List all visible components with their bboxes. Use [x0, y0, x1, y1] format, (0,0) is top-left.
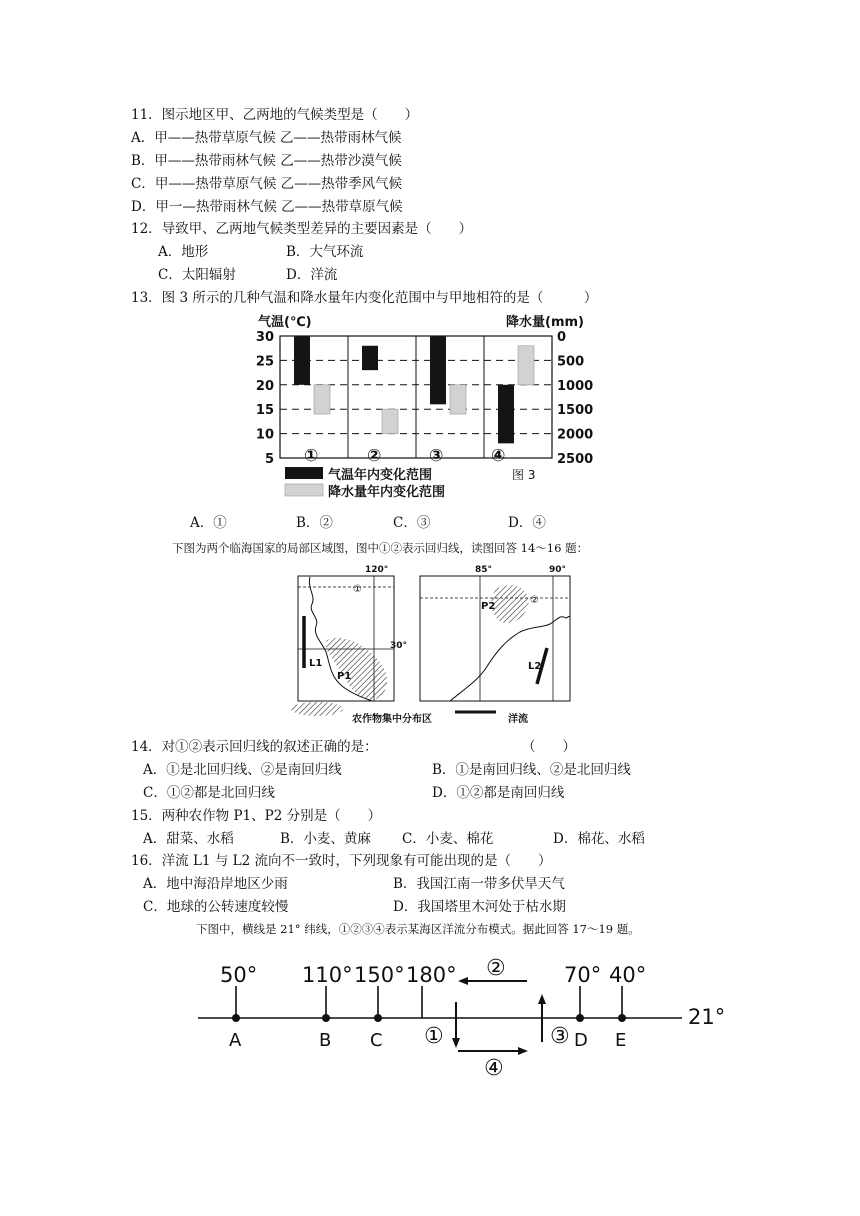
legend-temp-swatch: [285, 467, 323, 479]
q12-option-b: B．大气环流: [286, 244, 364, 260]
q12-option-d: D．洋流: [286, 267, 338, 283]
lon-40-label: 40°: [609, 963, 647, 987]
right-axis-label: 降水量(mm): [506, 315, 584, 330]
q13-option-b: B．②: [296, 515, 333, 531]
two-country-map: [285, 560, 585, 730]
right-tick-label: 500: [557, 354, 585, 370]
current-1-label: ①: [424, 1024, 444, 1049]
q13-option-a: A．①: [190, 515, 227, 531]
right-coastline: [450, 616, 570, 701]
q13-option-c: C．③: [393, 515, 431, 531]
legend-precip-swatch: [285, 484, 323, 496]
lon-90-label: 90°: [549, 565, 567, 575]
q14-bracket: （ ）: [522, 739, 576, 755]
lon-150-label: 150°: [354, 963, 405, 987]
p1-crop-area: [326, 638, 388, 700]
intro-17-19: 下图中，横线是 21° 纬线，①②③④表示某海区洋流分布模式。据此回答 17～19 题。: [196, 922, 640, 936]
point-a-label: A: [229, 1030, 242, 1051]
q16-option-a: A．地中海沿岸地区少雨: [143, 876, 288, 892]
point-d-label: D: [574, 1030, 588, 1051]
latitude-label: 21°: [688, 1005, 726, 1029]
panel-label-3: ③: [429, 446, 444, 466]
ocean-current-diagram: [190, 945, 735, 1080]
panel-label-1: ①: [304, 446, 319, 466]
q14-option-c: C．①②都是北回归线: [143, 785, 275, 801]
q12-option-a: A．地形: [158, 244, 209, 260]
q15-option-b: B．小麦、黄麻: [280, 831, 371, 847]
l1-label: L1: [309, 658, 323, 669]
point-a: [232, 1014, 240, 1022]
current-3-label: ③: [550, 1024, 570, 1049]
precip-range-bar-4: [518, 346, 534, 385]
temp-range-bar-1: [294, 336, 310, 385]
q12-option-c: C．太阳辐射: [158, 267, 236, 283]
panel-label-2: ②: [367, 446, 382, 466]
q14-option-a: A．①是北回归线、②是南回归线: [143, 762, 342, 778]
legend-precip-label: 降水量年内变化范围: [328, 485, 446, 500]
right-tick-label: 2000: [557, 427, 594, 443]
q15-option-d: D．棉花、水稻: [553, 831, 645, 847]
left-tick-label: 5: [264, 452, 274, 467]
q14-stem: 14．对①②表示回归线的叙述正确的是：: [131, 739, 378, 755]
left-tick-label: 10: [255, 427, 274, 443]
panel-label-4: ④: [491, 446, 506, 466]
point-c-label: C: [370, 1030, 383, 1051]
q11-option-d: D．甲一—热带雨林气候 乙——热带草原气候: [131, 199, 403, 215]
q11-option-a: A．甲——热带草原气候 乙——热带雨林气候: [131, 130, 402, 146]
current-4-label: ④: [484, 1056, 504, 1080]
q13-option-d: D．④: [508, 515, 546, 531]
point-e-label: E: [615, 1030, 627, 1051]
precip-range-bar-2: [382, 409, 398, 433]
lat-30-label: 30°: [390, 641, 408, 651]
left-tick-label: 25: [255, 354, 274, 370]
legend-current-label: 洋流: [508, 714, 528, 725]
p1-label: P1: [337, 671, 352, 682]
temp-range-bar-3: [430, 336, 446, 404]
point-c: [374, 1014, 382, 1022]
left-tick-label: 20: [255, 378, 274, 394]
lon-50-label: 50°: [220, 963, 258, 987]
right-tick-label: 0: [557, 330, 567, 345]
q16-option-c: C．地球的公转速度较慢: [143, 899, 289, 915]
q15-stem: 15．两种农作物 P1、P2 分别是（ ）: [131, 808, 382, 824]
p2-crop-area: [491, 585, 528, 623]
lon-120-label: 120°: [365, 565, 389, 575]
q14-option-b: B．①是南回归线、②是北回归线: [432, 762, 631, 778]
legend-crop-swatch: [291, 702, 343, 716]
line-1-label: ①: [353, 584, 362, 595]
fig3-bars: [294, 336, 534, 443]
q16-option-b: B．我国江南一带多伏旱天气: [393, 876, 565, 892]
figure-3-caption: 图 3: [512, 468, 536, 482]
lon-180-label: 180°: [406, 963, 457, 987]
right-tick-label: 1500: [557, 403, 594, 419]
lon-85-label: 85°: [475, 565, 493, 575]
current-2-label: ②: [486, 956, 506, 981]
l2-label: L2: [528, 661, 542, 672]
legend-temp-label: 气温年内变化范围: [328, 468, 433, 483]
fig3-panel-labels: [304, 446, 505, 466]
lon-110-label: 110°: [302, 963, 353, 987]
point-b: [322, 1014, 330, 1022]
q11-option-b: B．甲——热带雨林气候 乙——热带沙漠气候: [131, 153, 402, 169]
q11-option-c: C．甲——热带草原气候 乙——热带季风气候: [131, 176, 403, 192]
q14-option-d: D．①②都是南回归线: [432, 785, 565, 801]
p2-label: P2: [481, 601, 496, 612]
q15-option-c: C．小麦、棉花: [402, 831, 494, 847]
left-tick-label: 15: [255, 403, 274, 419]
temp-range-bar-2: [362, 346, 378, 370]
q12-stem: 12．导致甲、乙两地气候类型差异的主要因素是（ ）: [131, 221, 473, 237]
precip-range-bar-1: [314, 385, 330, 414]
q16-option-d: D．我国塔里木河处于枯水期: [393, 899, 566, 915]
line-2-label: ②: [530, 595, 539, 606]
point-d: [576, 1014, 584, 1022]
temp-range-bar-4: [498, 385, 514, 444]
left-axis-label: 气温(℃): [258, 315, 312, 330]
precip-range-bar-3: [450, 385, 466, 414]
right-tick-label: 2500: [557, 452, 594, 467]
left-tick-label: 30: [255, 330, 274, 345]
point-e: [618, 1014, 626, 1022]
lon-70-label: 70°: [564, 963, 602, 987]
figure-3-chart: [240, 309, 600, 504]
right-tick-label: 1000: [557, 378, 594, 394]
q11-stem: 11．图示地区甲、乙两地的气候类型是（ ）: [131, 107, 419, 123]
point-b-label: B: [319, 1030, 332, 1051]
q15-option-a: A．甜菜、水稻: [143, 831, 234, 847]
legend-crop-label: 农作物集中分布区: [352, 714, 432, 725]
q16-stem: 16．洋流 L1 与 L2 流向不一致时，下列现象有可能出现的是（ ）: [131, 853, 552, 869]
intro-14-16: 下图为两个临海国家的局部区域图，图中①②表示回归线，读图回答 14～16 题：: [172, 541, 589, 555]
q13-stem: 13．图 3 所示的几种气温和降水量年内变化范围中与甲地相符的是（ ）: [131, 290, 598, 306]
